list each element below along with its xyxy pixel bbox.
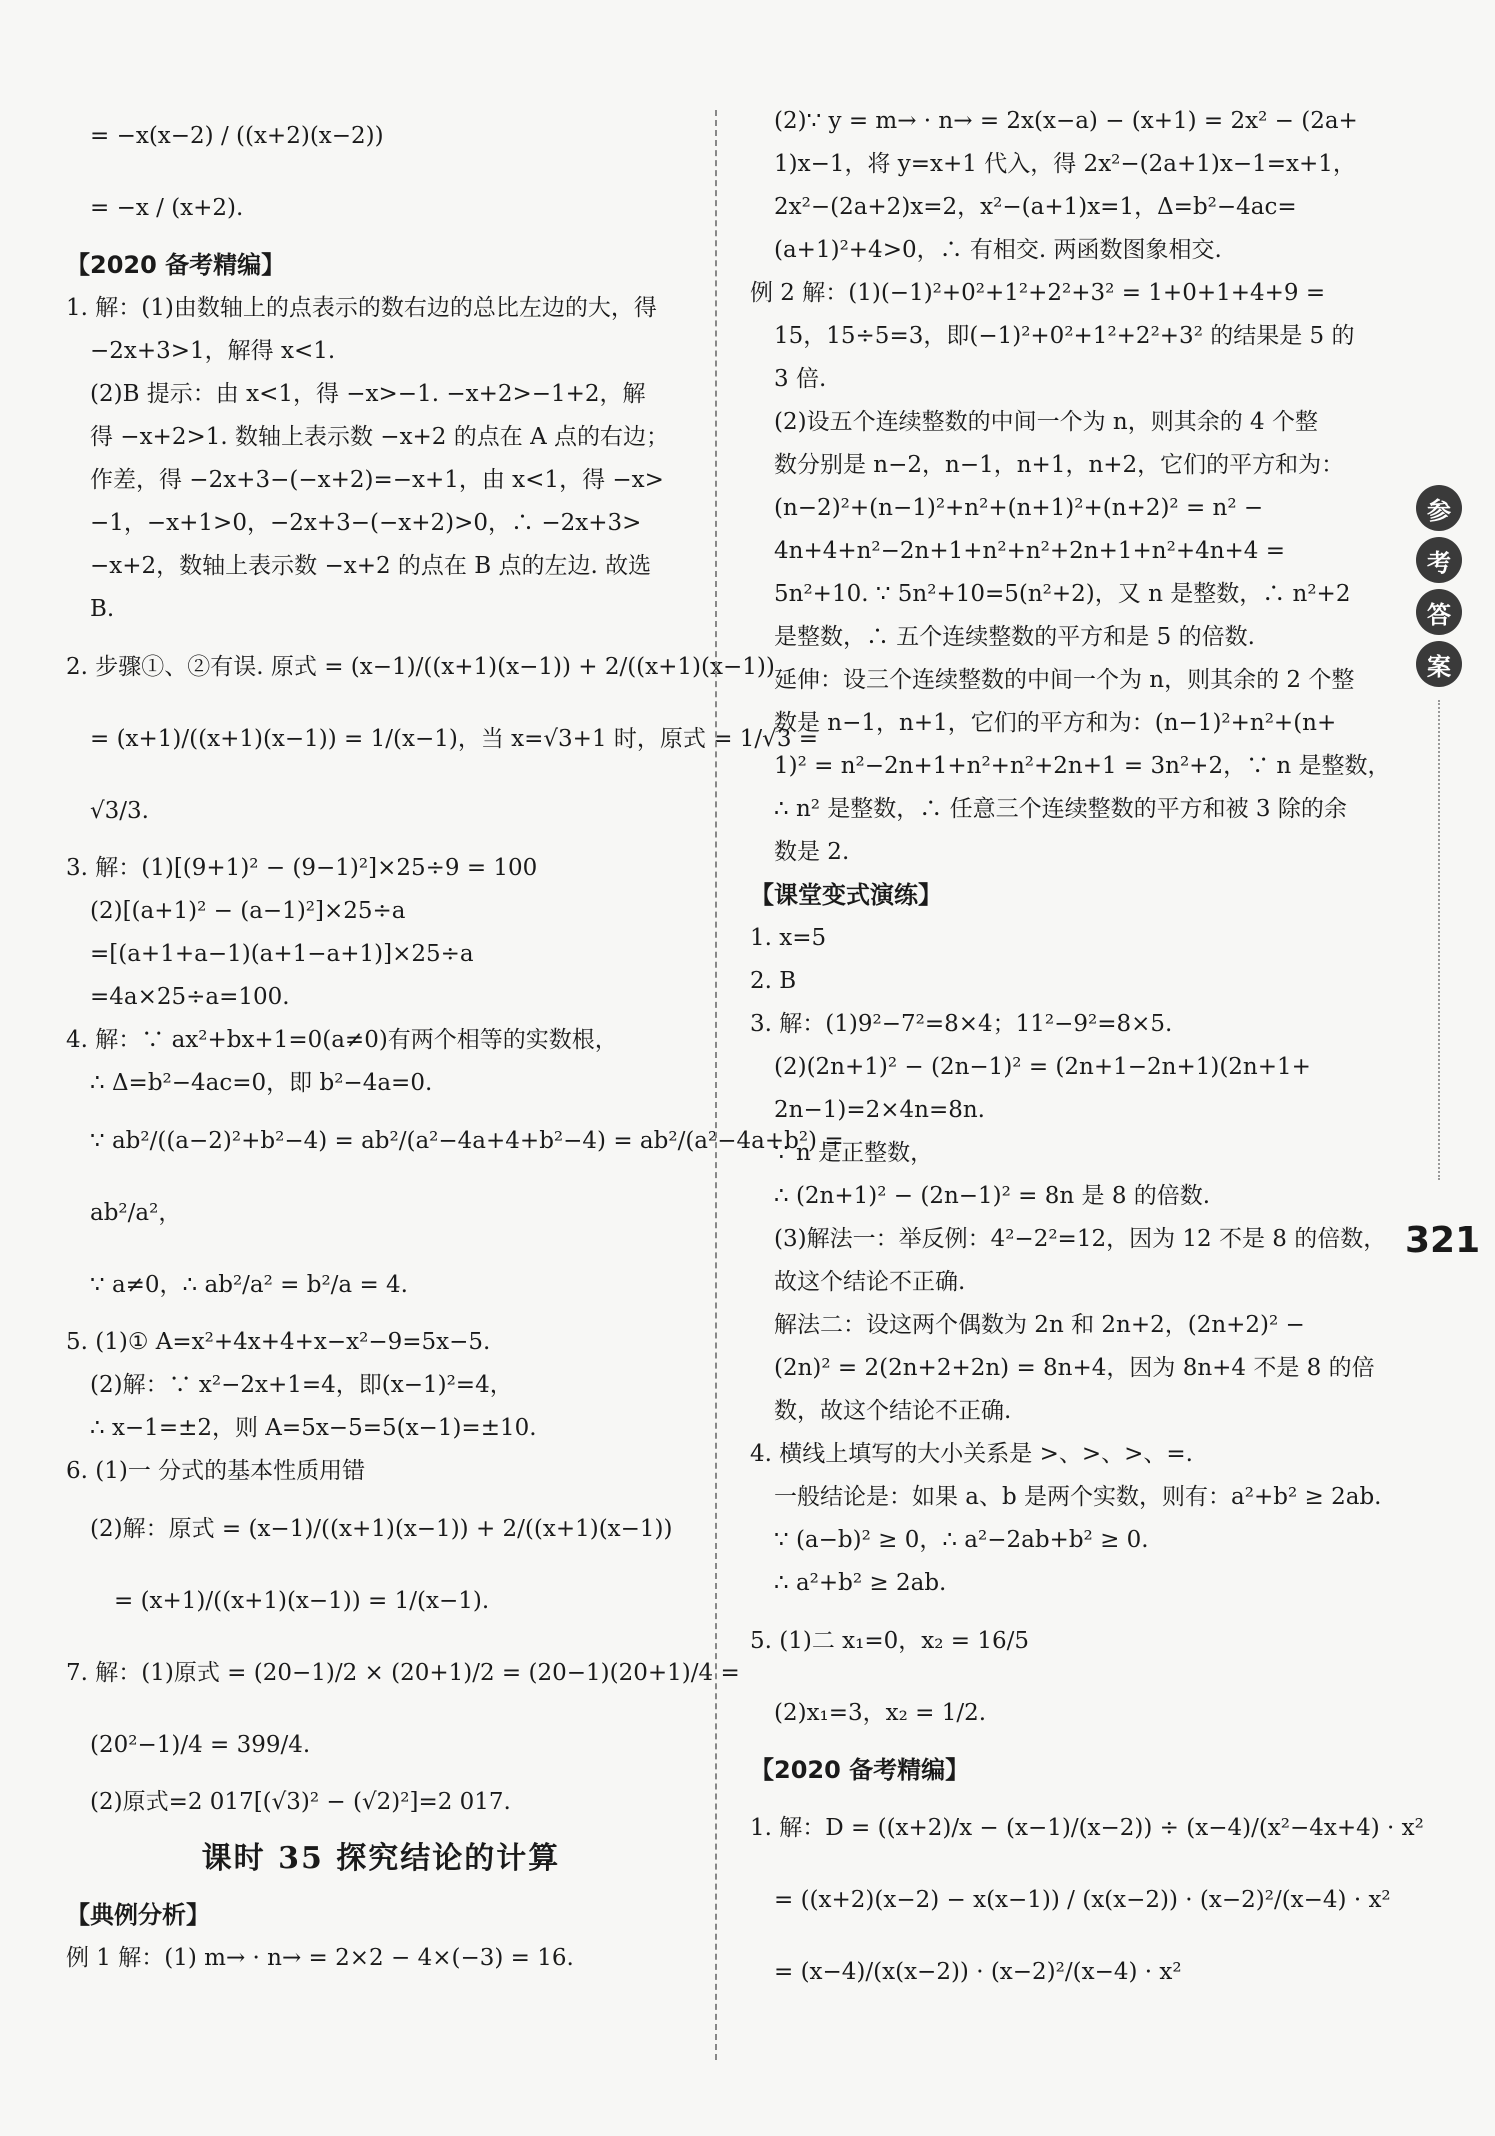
text-line: 5. (1)① A=x²+4x+4+x−x²−9=5x−5. <box>66 1329 491 1355</box>
text-line: 例 1 解：(1) m→ · n→ = 2×2 − 4×(−3) = 16. <box>66 1945 574 1971</box>
section-heading: 【2020 备考精编】 <box>750 1756 970 1784</box>
text-line: 2x²−(2a+2)x=2，x²−(a+1)x=1，Δ=b²−4ac= <box>774 194 1297 220</box>
text-line: 2. 步骤①、②有误. 原式 = (x−1)/((x+1)(x−1)) + 2/((x+1)(x−1)) <box>66 654 775 680</box>
text-line: 1. 解：D = ((x+2)/x − (x−1)/(x−2)) ÷ (x−4)/(x²−4x+4) · x² <box>750 1815 1424 1841</box>
text-line: ∴ a²+b² ≥ 2ab. <box>774 1570 947 1596</box>
text-line: −2x+3>1，解得 x<1. <box>90 338 336 364</box>
text-line: ∵ a≠0，∴ ab²/a² = b²/a = 4. <box>90 1272 408 1298</box>
text-line: −x+2，数轴上表示数 −x+2 的点在 B 点的左边. 故选 <box>90 553 652 579</box>
text-line: 一般结论是：如果 a、b 是两个实数，则有：a²+b² ≥ 2ab. <box>774 1484 1382 1510</box>
text-line: = −x / (x+2). <box>90 195 244 221</box>
text-line: ∵ (a−b)² ≥ 0，∴ a²−2ab+b² ≥ 0. <box>774 1527 1149 1553</box>
side-dotted-line <box>1438 700 1440 1180</box>
text-line: 15，15÷5=3，即(−1)²+0²+1²+2²+3² 的结果是 5 的 <box>774 323 1355 349</box>
text-line: =[(a+1+a−1)(a+1−a+1)]×25÷a <box>90 941 474 967</box>
text-line: = (x−4)/(x(x−2)) · (x−2)²/(x−4) · x² <box>774 1959 1182 1985</box>
text-line: = (x+1)/((x+1)(x−1)) = 1/(x−1)，当 x=√3+1 时，原式 = 1/√3 = <box>90 726 819 752</box>
section-heading: 【课堂变式演练】 <box>750 881 942 909</box>
text-line: 1)² = n²−2n+1+n²+n²+2n+1 = 3n²+2，∵ n 是整数， <box>774 753 1391 779</box>
text-line: 解法二：设这两个偶数为 2n 和 2n+2，(2n+2)² − <box>774 1312 1305 1338</box>
page-number: 321 <box>1405 1220 1481 1261</box>
text-line: ab²/a²， <box>90 1200 182 1226</box>
text-line: 3 倍. <box>774 366 827 392</box>
text-line: 4n+4+n²−2n+1+n²+n²+2n+1+n²+4n+4 = <box>774 538 1286 564</box>
text-line: = ((x+2)(x−2) − x(x−1)) / (x(x−2)) · (x−2)²/(x−4) · x² <box>774 1887 1391 1913</box>
lesson-title: 课时 35 探究结论的计算 <box>201 1841 561 1876</box>
text-line: (2)(2n+1)² − (2n−1)² = (2n+1−2n+1)(2n+1+ <box>774 1054 1311 1080</box>
side-tab-char: 答 <box>1416 589 1462 635</box>
text-line: (3)解法一：举反例：4²−2²=12，因为 12 不是 8 的倍数， <box>774 1226 1387 1252</box>
text-line: 数是 2. <box>774 839 850 865</box>
text-line: 是整数，∴ 五个连续整数的平方和是 5 的倍数. <box>774 624 1255 650</box>
text-line: 1. 解：(1)由数轴上的点表示的数右边的总比左边的大，得 <box>66 295 657 321</box>
text-line: (20²−1)/4 = 399/4. <box>90 1732 311 1758</box>
text-line: 4. 解：∵ ax²+bx+1=0(a≠0)有两个相等的实数根， <box>66 1027 618 1053</box>
text-line: 2n−1)=2×4n=8n. <box>774 1097 985 1123</box>
text-line: = (x+1)/((x+1)(x−1)) = 1/(x−1). <box>114 1588 490 1614</box>
text-line: (2)解：原式 = (x−1)/((x+1)(x−1)) + 2/((x+1)(x−1)) <box>90 1516 673 1542</box>
text-line: 3. 解：(1)9²−7²=8×4；11²−9²=8×5. <box>750 1011 1173 1037</box>
text-line: √3/3. <box>90 798 149 824</box>
text-line: 得 −x+2>1. 数轴上表示数 −x+2 的点在 A 点的右边； <box>90 424 669 450</box>
text-line: (2)设五个连续整数的中间一个为 n，则其余的 4 个整 <box>774 409 1318 435</box>
section-heading: 【2020 备考精编】 <box>66 251 286 279</box>
section-heading: 【典例分析】 <box>66 1901 210 1929</box>
text-line: 延伸：设三个连续整数的中间一个为 n，则其余的 2 个整 <box>774 667 1355 693</box>
text-line: (2)B 提示：由 x<1，得 −x>−1. −x+2>−1+2，解 <box>90 381 646 407</box>
text-line: 2. B <box>750 968 797 994</box>
text-line: 5n²+10. ∵ 5n²+10=5(n²+2)，又 n 是整数，∴ n²+2 <box>774 581 1351 607</box>
text-line: B. <box>90 596 115 622</box>
text-line: −1，−x+1>0，−2x+3−(−x+2)>0，∴ −2x+3> <box>90 510 642 536</box>
text-line: 数是 n−1，n+1，它们的平方和为：(n−1)²+n²+(n+ <box>774 710 1337 736</box>
text-line: (2)[(a+1)² − (a−1)²]×25÷a <box>90 898 406 924</box>
text-line: 3. 解：(1)[(9+1)² − (9−1)²]×25÷9 = 100 <box>66 855 538 881</box>
text-line: 6. (1)一 分式的基本性质用错 <box>66 1458 366 1484</box>
text-line: 1)x−1，将 y=x+1 代入，得 2x²−(2a+1)x−1=x+1， <box>774 151 1356 177</box>
side-tab-char: 参 <box>1416 485 1462 531</box>
right-column <box>750 100 1424 2008</box>
text-line: (2)解：∵ x²−2x+1=4，即(x−1)²=4， <box>90 1372 513 1398</box>
text-line: (2)x₁=3，x₂ = 1/2. <box>774 1700 987 1726</box>
reference-answers-tab <box>1412 485 1466 687</box>
text-line: 5. (1)二 x₁=0，x₂ = 16/5 <box>750 1628 1029 1654</box>
text-line: 7. 解：(1)原式 = (20−1)/2 × (20+1)/2 = (20−1)(20+1)/4 = <box>66 1660 740 1686</box>
text-line: (n−2)²+(n−1)²+n²+(n+1)²+(n+2)² = n² − <box>774 495 1264 521</box>
text-line: 数，故这个结论不正确. <box>774 1398 1012 1424</box>
side-tab-char: 考 <box>1416 537 1462 583</box>
text-line: ∵ ab²/((a−2)²+b²−4) = ab²/(a²−4a+4+b²−4) = ab²/(a²−4a+b²) = <box>90 1128 844 1154</box>
side-tab-char: 案 <box>1416 641 1462 687</box>
text-line: (2n)² = 2(2n+2+2n) = 8n+4，因为 8n+4 不是 8 的倍 <box>774 1355 1375 1381</box>
text-line: (a+1)²+4>0，∴ 有相交. 两函数图象相交. <box>774 237 1222 263</box>
text-line: = −x(x−2) / ((x+2)(x−2)) <box>90 123 384 149</box>
text-line: ∴ n² 是整数，∴ 任意三个连续整数的平方和被 3 除的余 <box>774 796 1347 822</box>
text-line: =4a×25÷a=100. <box>90 984 290 1010</box>
text-line: 作差，得 −2x+3−(−x+2)=−x+1，由 x<1，得 −x> <box>90 467 664 493</box>
text-line: ∵ n 是正整数， <box>774 1140 934 1166</box>
column-divider <box>715 110 717 2060</box>
text-line: 1. x=5 <box>750 925 827 951</box>
text-line: (2)原式=2 017[(√3)² − (√2)²]=2 017. <box>90 1789 511 1815</box>
text-line: ∴ x−1=±2，则 A=5x−5=5(x−1)=±10. <box>90 1415 537 1441</box>
text-line: 例 2 解：(1)(−1)²+0²+1²+2²+3² = 1+0+1+4+9 = <box>750 280 1326 306</box>
text-line: ∴ Δ=b²−4ac=0，即 b²−4a=0. <box>90 1070 433 1096</box>
text-line: 4. 横线上填写的大小关系是 >、>、>、=. <box>750 1441 1193 1467</box>
text-line: ∴ (2n+1)² − (2n−1)² = 8n 是 8 的倍数. <box>774 1183 1211 1209</box>
text-line: (2)∵ y = m→ · n→ = 2x(x−a) − (x+1) = 2x² − (2a+ <box>774 108 1358 134</box>
text-line: 故这个结论不正确. <box>774 1269 966 1295</box>
text-line: 数分别是 n−2，n−1，n+1，n+2，它们的平方和为： <box>774 452 1345 478</box>
